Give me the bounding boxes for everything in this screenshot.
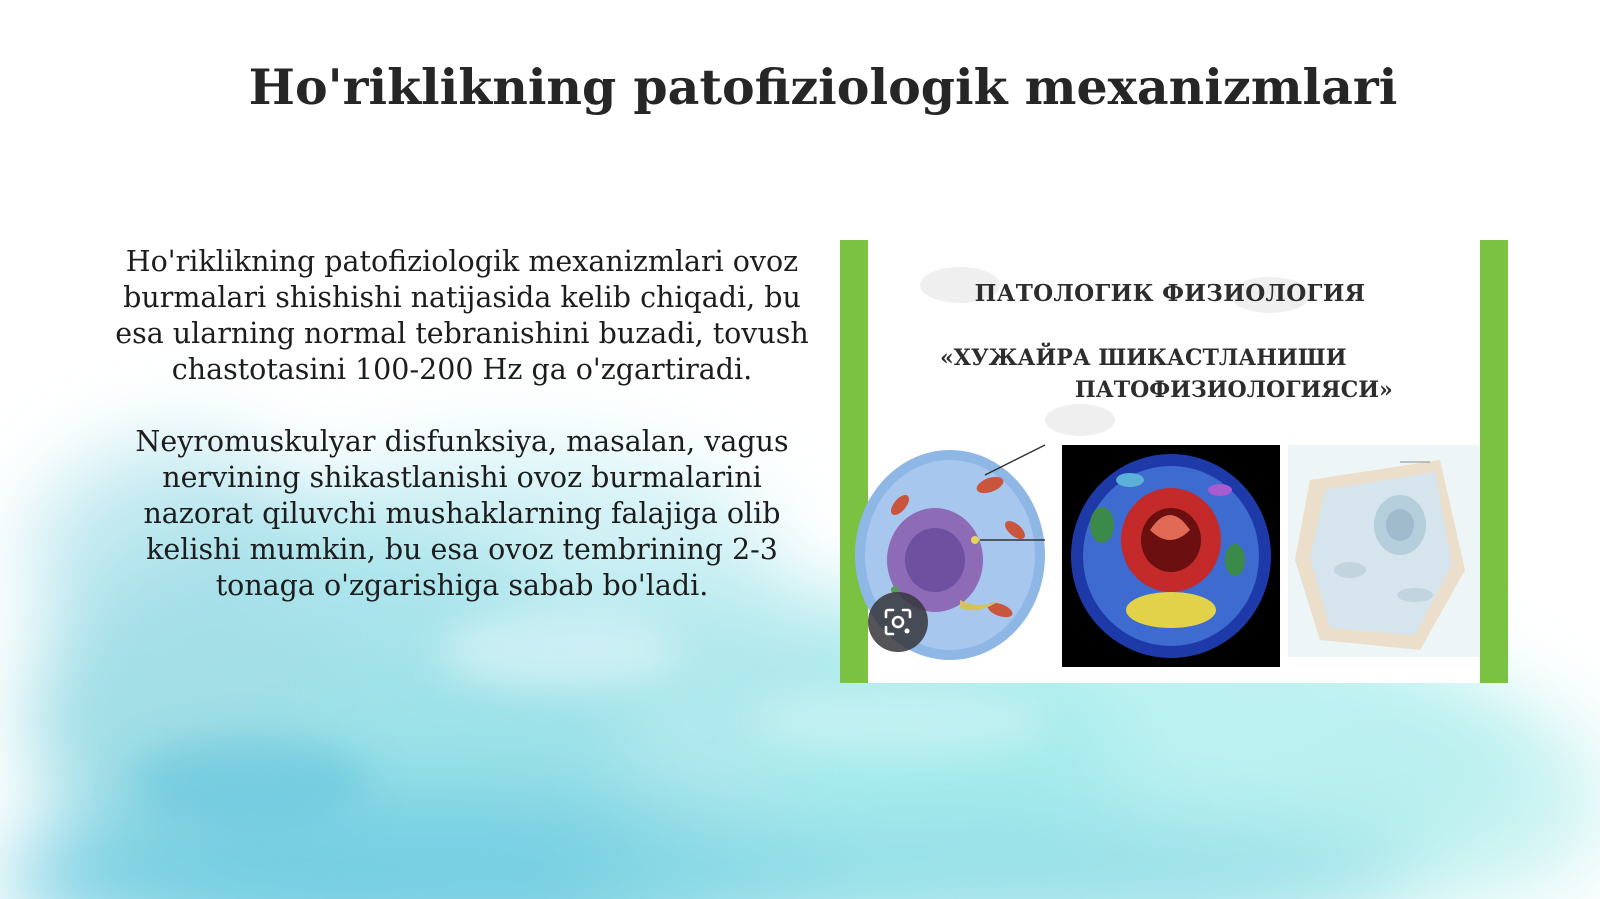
paragraph-2: Neyromuskulyar disfunksiya, masalan, vagus nervining shikastlanishi ovoz burmalarini nazorat qiluvchi mushaklarning falajiga olib kelishi mumkin, bu esa ovoz tembrining 2-3 tonaga o'zgarishiga sabab bo'ladi.: [135, 425, 789, 602]
figure-subtitle-line-2: ПАТОФИЗИОЛОГИЯСИ»: [1075, 377, 1393, 403]
lens-search-icon: [883, 607, 913, 637]
body-text: [112, 244, 812, 604]
plant-cell-illustration: [1288, 445, 1480, 657]
slide-title: Ho'riklikning patofiziologik mexanizmlari: [248, 58, 1398, 116]
lens-search-button[interactable]: [868, 592, 928, 652]
pathophysiology-image: [840, 240, 1508, 683]
figure-heading: ПАТОЛОГИК ФИЗИОЛОГИЯ: [974, 280, 1366, 307]
paragraph-1: Ho'riklikning patofiziologik mexanizmlari ovoz burmalari shishishi natijasida kelib chiqadi, bu esa ularning normal tebranishini buzadi, tovush chastotasini 100-200 Hz ga o'zgartiradi.: [115, 245, 809, 386]
cell-micrograph-image: [1062, 445, 1280, 667]
figure-subtitle-line-1: «ХУЖАЙРА ШИКАСТЛАНИШИ: [940, 345, 1347, 371]
